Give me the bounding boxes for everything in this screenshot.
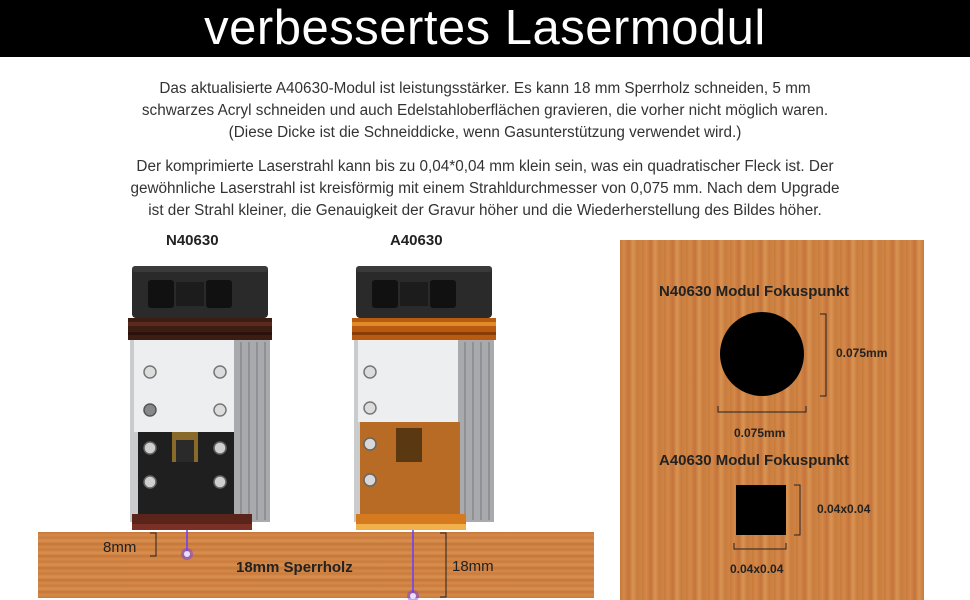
focus-spot-diagram [620,240,924,600]
a-focus-distance: 18mm [452,558,494,575]
beam-line-3: ist der Strahl kleiner, die Genauigkeit der Gravur höher und die Wiederherstellung des Bildes höher. [148,202,822,219]
n-focus-distance: 8mm [103,539,137,556]
plywood-label: 18mm Sperrholz [236,559,353,576]
intro-line-1: Das aktualisierte A40630-Modul ist leistungsstärker. Es kann 18 mm Sperrholz schneiden, 5 mm [159,80,811,97]
module-label-a40630: A40630 [390,232,443,249]
module-label-n40630: N40630 [166,232,219,249]
intro-line-3: (Diese Dicke ist die Schneiddicke, wenn Gasunterstützung verwendet wird.) [228,124,742,141]
n-spot-width-label: 0.075mm [734,426,786,440]
n40630-focus-title: N40630 Modul Fokuspunkt [659,283,850,300]
banner-title: verbessertes Lasermodul [204,1,766,55]
a40630-focus-title: A40630 Modul Fokuspunkt [659,452,850,469]
beam-line-2: gewöhnliche Laserstrahl ist kreisförmig mit einem Strahldurchmesser von 0,075 mm. Nach dem Upgrade [130,180,840,197]
beam-line-1: Der komprimierte Laserstrahl kann bis zu 0,04*0,04 mm klein sein, was ein quadratischer Fleck ist. Der [136,158,834,175]
a-spot-height-label: 0.04x0.04 [817,502,871,516]
n-spot-height-label: 0.075mm [836,346,888,360]
intro-line-2: schwarzes Acryl schneiden und auch Edelstahloberflächen gravieren, die vorher nicht möglich waren. [141,102,829,119]
a-spot-width-label: 0.04x0.04 [730,562,784,576]
